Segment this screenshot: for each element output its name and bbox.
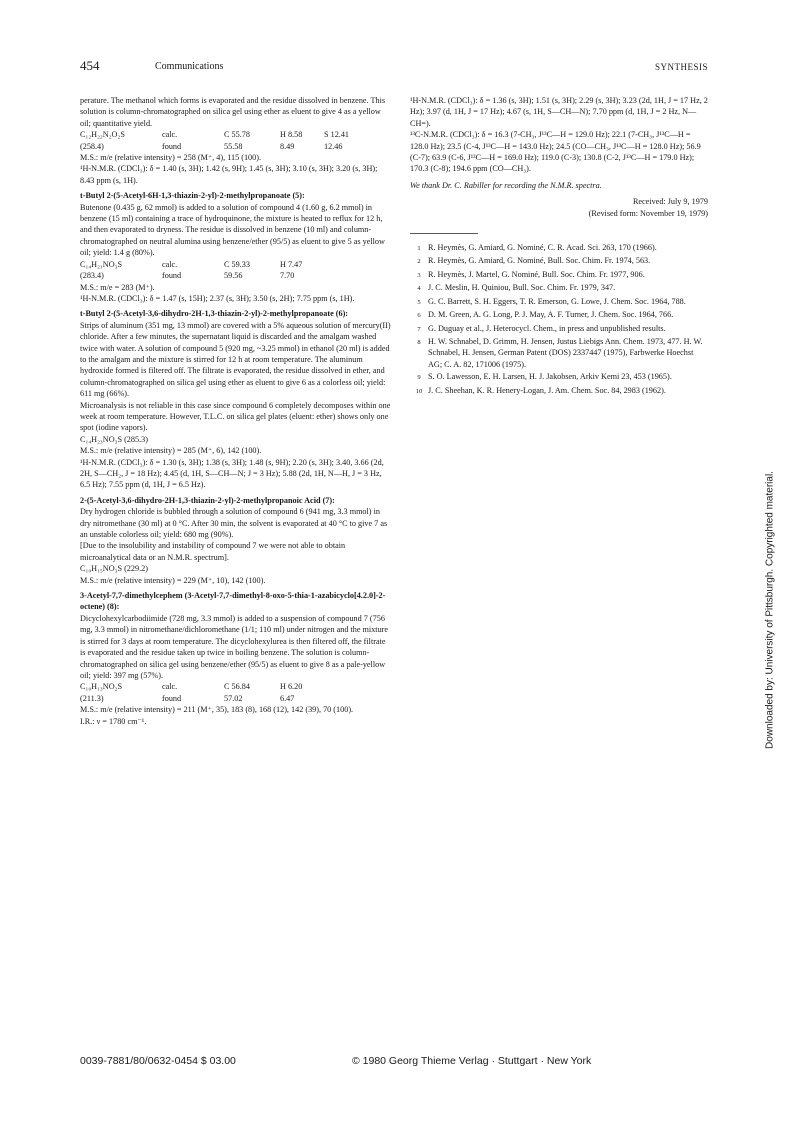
body-paragraph: Microanalysis is not reliable in this case since compound 6 completely decomposes within one week at room temperature. However, T.L.C. on silica gel plates (eluent: ether) shows only one spot (iodine vapors).	[80, 400, 391, 433]
body-paragraph: ¹H-N.M.R. (CDCl₃): δ = 1.47 (s, 15H); 2.37 (s, 3H); 3.50 (s, 2H); 7.75 ppm (s, 1H).	[80, 293, 355, 303]
analysis-cell: found	[162, 693, 182, 703]
reference-item	[410, 323, 708, 335]
body-paragraph: M.S.: m/e (relative intensity) = 285 (M⁺, 6), 142 (100).	[80, 446, 262, 456]
acknowledgement: We thank Dr. C. Rabiller for recording the N.M.R. spectra.	[410, 180, 602, 190]
analysis-table	[80, 129, 392, 152]
analysis-cell: calc.	[162, 259, 178, 269]
body-paragraph: perature. The methanol which forms is evaporated and the residue dissolved in benzene. This solution is column-chromatographed on silica gel using ether as eluent to give 4 as a yellow oil; quantitative yield.	[80, 96, 386, 128]
reference-item	[410, 269, 708, 281]
analysis-cell: 59.56	[224, 271, 243, 281]
analysis-cell	[324, 270, 364, 281]
body-paragraph: ¹H-N.M.R. (CDCl₃): δ = 1.40 (s, 3H); 1.42 (s, 9H); 1.45 (s, 3H); 3.10 (s, 3H); 3.20 (s, 3H); 8.43 ppm (s, 1H).	[80, 164, 378, 185]
page-header	[80, 58, 708, 78]
body-paragraph: C₁₀H₁₅NO₃S (229.2)	[80, 564, 148, 574]
reference-text: G. C. Barrett, S. H. Eggers, T. R. Emerson, G. Lowe, J. Chem. Soc. 1964, 788.	[428, 296, 686, 306]
analysis-cell: C₁₀H₁₃NO₂S	[80, 682, 123, 692]
analysis-table	[80, 259, 392, 282]
analysis-cell: H 6.20	[280, 682, 303, 692]
analysis-table	[80, 681, 392, 704]
analysis-cell: (283.4)	[80, 271, 104, 281]
analysis-cell: 55.58	[224, 141, 243, 151]
analysis-cell: 6.47	[280, 693, 295, 703]
analysis-cell: found	[162, 141, 182, 151]
body-paragraph: M.S.: m/e (relative intensity) = 211 (M⁺, 35), 183 (8), 168 (12), 142 (39), 70 (100).	[80, 705, 354, 715]
reference-text: J. C. Meslin, H. Quiniou, Bull. Soc. Chim. Fr. 1979, 347.	[428, 283, 616, 293]
reference-number: 1	[417, 245, 421, 253]
compound-heading: t-Butyl 2-(5-Acetyl-6H-1,3-thiazin-2-yl)-2-methylpropanoate (5):	[80, 191, 305, 201]
reference-text: R. Heymès, G. Amiard, G. Nominé, Bull. Soc. Chim. Fr. 1974, 563.	[428, 256, 651, 266]
analysis-cell: C₁₄H₂₁NO₃S	[80, 259, 123, 269]
compound-heading: t-Butyl 2-(5-Acetyl-3,6-dihydro-2H-1,3-thiazin-2-yl)-2-methylpropanoate (6):	[80, 309, 349, 319]
reference-number: 4	[417, 285, 421, 293]
body-paragraph: I.R.: ν = 1780 cm⁻¹.	[80, 716, 147, 726]
reference-item	[410, 282, 708, 294]
reference-item	[410, 242, 708, 254]
reference-text: H. W. Schnabel, D. Grimm, H. Jensen, Justus Liebigs Ann. Chem. 1973, 477. H. W. Schnabel, H. Jensen, German Patent (DOS) 2337447 (1975), Farbwerke Hoechst AG; C. A. 82, 171006 (1975).	[428, 336, 703, 369]
analysis-cell	[324, 693, 364, 704]
analysis-cell: H 8.58	[280, 130, 303, 140]
reference-text: R. Heymès, J. Martel, G. Nominé, Bull. Soc. Chim. Fr. 1977, 906.	[428, 269, 645, 279]
reference-list	[410, 242, 708, 397]
analysis-cell: calc.	[162, 130, 178, 140]
body-paragraph: M.S.: m/e (relative intensity) = 229 (M⁺, 10), 142 (100).	[80, 575, 266, 585]
h-nmr-paragraph: ¹H-N.M.R. (CDCl₃): δ = 1.36 (s, 3H); 1.51 (s, 3H); 2.29 (s, 3H); 3.23 (2d, 1H, J = 17 Hz, 2 Hz); 3.97 (d, 1H, J = 17 Hz); 4.67 (s, 1H, S—CH—N); 7.70 ppm (d, 1H, J = 2 Hz, N—CH=).	[410, 96, 708, 128]
analysis-cell: H 7.47	[280, 259, 303, 269]
reference-number: 3	[417, 271, 421, 279]
revised-date: (Revised form: November 19, 1979)	[588, 208, 708, 218]
reference-text: R. Heymès, G. Amiard, G. Nominé, C. R. Acad. Sci. 263, 170 (1966).	[428, 243, 657, 253]
body-paragraph: M.S.: m/e (relative intensity) = 258 (M⁺, 4), 115 (100).	[80, 153, 262, 163]
analysis-cell: (258.4)	[80, 141, 104, 151]
page-number: 454	[80, 58, 100, 73]
journal-name: SYNTHESIS	[654, 62, 708, 72]
left-column	[80, 95, 392, 727]
analysis-cell: found	[162, 271, 182, 281]
analysis-cell	[324, 681, 364, 692]
reference-item	[410, 309, 708, 321]
reference-item	[410, 255, 708, 267]
download-notice: Downloaded by: University of Pittsburgh. Copyrighted material.	[764, 471, 776, 749]
reference-text: G. Duguay et al., J. Heterocycl. Chem., in press and unpublished results.	[428, 323, 666, 333]
analysis-cell: S 12.41	[324, 130, 350, 140]
reference-item	[410, 296, 708, 308]
reference-text: D. M. Green, A. G. Long, P. J. May, A. F. Turner, J. Chem. Soc. 1964, 766.	[428, 310, 674, 320]
reference-text: S. O. Lawesson, E. H. Larsen, H. J. Jakobsen, Arkiv Kemi 23, 453 (1965).	[428, 372, 672, 382]
body-paragraph: C₁₄H₂₃NO₃S (285.3)	[80, 434, 148, 444]
issn-price: 0039-7881/80/0632-0454 $ 03.00	[80, 1055, 236, 1067]
reference-item	[410, 371, 708, 383]
reference-number: 6	[417, 312, 421, 320]
compound-heading: 2-(5-Acetyl-3,6-dihydro-2H-1,3-thiazin-2-yl)-2-methylpropanoic Acid (7):	[80, 495, 335, 505]
body-paragraph: Strips of aluminum (351 mg, 13 mmol) are covered with a 5% aqueous solution of mercury(II) chloride. After a few minutes, the supernatant liquid is discarded and the amalgam washed twice with water. A solution of compound 5 (920 mg, ~3.25 mmol) in ethanol (20 ml) is added to the amalgam and the mixture is stirred for 12 h at room temperature. The aluminum hydroxide formed is filtered off. The filtrate is evaporated, the residue dissolved in ether, and column-chromatographed on silica gel using ether as eluent to give 6 as a colorless oil; yield: 611 mg (66%).	[80, 320, 391, 399]
reference-number: 2	[417, 258, 421, 266]
body-paragraph: ¹H-N.M.R. (CDCl₃): δ = 1.30 (s, 3H); 1.38 (s, 3H); 1.48 (s, 9H); 2.20 (s, 3H); 3.40, 3.66 (2d, 2H, S—CH₂, J = 18 Hz); 4.45 (d, 1H, S—CH—N; J = 3 Hz); 5.88 (2d, 1H, N—H, J = 3 Hz, 6.5 Hz); 7.55 ppm (d, 1H, J = 6.5 Hz).	[80, 457, 384, 490]
analysis-cell: C 59.33	[224, 259, 250, 269]
analysis-cell: C 56.84	[224, 682, 250, 692]
analysis-cell: C₁₂H₂₂N₂O₂S	[80, 130, 125, 140]
reference-number: 9	[417, 374, 421, 382]
analysis-cell	[324, 259, 364, 270]
body-paragraph: M.S.: m/e = 283 (M⁺).	[80, 282, 155, 292]
reference-number: 5	[417, 298, 421, 306]
body-paragraph: Butenone (0.435 g, 62 mmol) is added to a solution of compound 4 (1.60 g, 6.2 mmol) in benzene (15 ml) containing a trace of hydroquinone, the mixture is heated to reflux for 12 h, and then evaporated to dryness. The residue is dissolved in benzene (10 ml) and column-chromatographed on neutral alumina using benzene/ether (95/5) as eluent to give 5 as yellow oil; yield: 1.4 g (80%).	[80, 202, 385, 258]
reference-item	[410, 385, 708, 397]
reference-number: 8	[417, 338, 421, 346]
reference-text: J. C. Sheehan, K. R. Henery-Logan, J. Am. Chem. Soc. 84, 2983 (1962).	[428, 385, 666, 395]
references-divider	[410, 233, 478, 234]
analysis-cell: calc.	[162, 682, 178, 692]
copyright-notice: © 1980 Georg Thieme Verlag · Stuttgart · New York	[352, 1055, 592, 1067]
analysis-cell: 8.49	[280, 141, 295, 151]
right-column	[410, 95, 708, 398]
c-nmr-paragraph: ¹³C-N.M.R. (CDCl₃): δ = 16.3 (7-CH₃, J¹³C—H = 129.0 Hz); 22.1 (7-CH₃, J¹³C—H = 128.0 Hz); 23.5 (C-4, J¹³C—H = 143.0 Hz); 24.5 (CO—CH₃, J¹³C—H = 128.0 Hz); 56.9 (C-7); 63.9 (C-6, J¹³C—H = 169.0 Hz); 119.0 (C-3); 130.8 (C-2, J¹³C—H = 179.0 Hz); 170.3 (C-8); 194.6 ppm (CO—CH₃).	[410, 130, 701, 174]
section-title: Communications	[155, 61, 224, 72]
received-date: Received: July 9, 1979	[632, 197, 708, 207]
analysis-cell: C 55.78	[224, 130, 250, 140]
analysis-cell: (211.3)	[80, 693, 104, 703]
body-paragraph: [Due to the insolubility and instability of compound 7 we were not able to obtain microanalytical data or an N.M.R. spectrum].	[80, 541, 346, 562]
analysis-cell: 7.70	[280, 271, 295, 281]
compound-heading: 3-Acetyl-7,7-dimethylcephem (3-Acetyl-7,7-dimethyl-8-oxo-5-thia-1-azabicyclo[4.2.0]-2-octene) (8):	[80, 591, 386, 612]
analysis-cell: 12.46	[324, 141, 343, 151]
body-paragraph: Dicyclohexylcarbodiimide (728 mg, 3.3 mmol) is added to a suspension of compound 7 (756 mg, 3.3 mmol) in nitromethane/dichloromethane (1/1; 110 ml) under nitrogen and the mixture is stirred for 3 days at room temperature. The dicyclohexylurea is then filtered off, the filtrate is evaporated and the residue taken up twice in boiling benzene. The solution is column-chromatographed on silica gel using benzene/ether (95/5) as eluent to give 8 as a pale-yellow oil; yield: 397 mg (57%).	[80, 613, 389, 680]
reference-number: 10	[415, 387, 423, 395]
analysis-cell: 57.02	[224, 693, 243, 703]
body-paragraph: Dry hydrogen chloride is bubbled through a solution of compound 6 (941 mg, 3.3 mmol) in dry nitromethane (30 ml) at 0 °C. After 30 min, the solvent is evaporated at 40 °C to give 7 as an unstable colorless oil; yield: 680 mg (90%).	[80, 507, 388, 540]
reference-number: 7	[417, 325, 421, 333]
reference-item	[410, 336, 708, 370]
